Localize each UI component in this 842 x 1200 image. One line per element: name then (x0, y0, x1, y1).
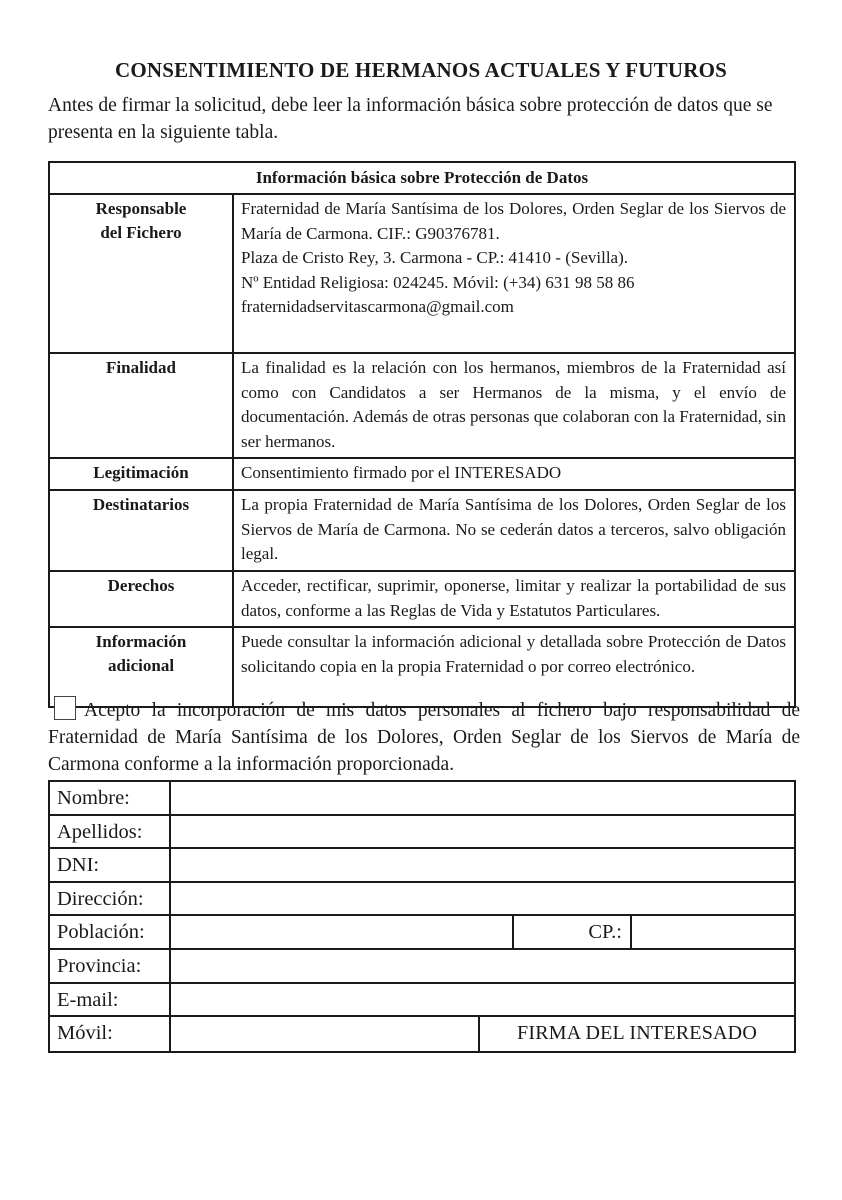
row-label-line: Responsable (95, 199, 187, 218)
row-label (50, 459, 234, 489)
form-row-direccion (50, 883, 794, 917)
row-label-line: del Fichero (100, 223, 182, 242)
row-label (50, 354, 234, 457)
data-protection-table-header: Información básica sobre Protección de Datos (50, 163, 794, 195)
poblacion-label: Población: (50, 916, 171, 948)
provincia-label: Provincia: (50, 950, 171, 982)
consent-statement (48, 696, 800, 778)
nombre-label: Nombre: (50, 782, 171, 814)
row-content: La propia Fraternidad de María Santísima de los Dolores, Orden Seglar de los Siervos de María de Carmona. No se cederán datos a terceros, salvo obligación legal. (241, 495, 786, 563)
form-row-nombre (50, 782, 794, 816)
row-label (50, 491, 234, 570)
form-row-email (50, 984, 794, 1018)
table-row-destinatarios (50, 491, 794, 572)
personal-data-form (48, 780, 796, 1053)
apellidos-field[interactable] (171, 816, 794, 848)
row-content-paragraph: fraternidadservitascarmona@gmail.com (241, 297, 514, 316)
consent-checkbox[interactable] (54, 696, 76, 720)
nombre-field[interactable] (171, 782, 794, 814)
dni-field[interactable] (171, 849, 794, 881)
row-content-paragraph: Nº Entidad Religiosa: 024245. Móvil: (+34) 631 98 58 86 (241, 272, 635, 292)
form-row-provincia (50, 950, 794, 984)
row-content (234, 195, 794, 352)
row-label-line: Finalidad (106, 358, 176, 377)
row-content: Puede consultar la información adicional y detallada sobre Protección de Datos solicitando copia en la propia Fraternidad o por correo electrónico. (241, 632, 786, 676)
movil-field[interactable] (171, 1017, 478, 1051)
table-row-informacion-adicional (50, 628, 794, 706)
email-label: E-mail: (50, 984, 171, 1016)
form-row-poblacion (50, 916, 794, 950)
consent-text: Acepto la incorporación de mis datos personales al fichero bajo responsabilidad de Fraternidad de María Santísima de los Dolores, Orden Seglar de los Siervos de María de Carmona conforme a la información proporcionada. (48, 700, 800, 775)
dni-label: DNI: (50, 849, 171, 881)
direccion-label: Dirección: (50, 883, 171, 915)
table-row-finalidad (50, 354, 794, 459)
row-content: Acceder, rectificar, suprimir, oponerse, limitar y realizar la portabilidad de sus datos, conforme a las Reglas de Vida y Estatutos Particulares. (241, 576, 786, 620)
data-protection-table (48, 161, 796, 708)
movil-label: Móvil: (50, 1017, 171, 1051)
direccion-field[interactable] (171, 883, 794, 915)
email-field[interactable] (171, 984, 794, 1016)
row-content: La finalidad es la relación con los hermanos, miembros de la Fraternidad así como con Candidatos a ser Hermanos de la misma, y el envío de documentación. Además de otras personas que colaboran con la Fraternidad, sin ser hermanos. (241, 358, 786, 451)
table-row-responsable (50, 195, 794, 354)
signature-field[interactable]: FIRMA DEL INTERESADO (478, 1017, 794, 1051)
page-title: CONSENTIMIENTO DE HERMANOS ACTUALES Y FUTUROS (114, 58, 728, 82)
row-label-line: Derechos (107, 576, 175, 595)
row-content-paragraph: Fraternidad de María Santísima de los Dolores, Orden Seglar de los Siervos de María de Carmona. CIF.: G90376781. (241, 199, 786, 243)
form-row-movil (50, 1017, 794, 1051)
cp-field[interactable] (632, 916, 794, 948)
apellidos-label: Apellidos: (50, 816, 171, 848)
row-label-line: Información (95, 632, 187, 651)
form-row-apellidos (50, 816, 794, 850)
form-row-dni (50, 849, 794, 883)
cp-label: CP.: (512, 916, 632, 948)
row-label (50, 628, 234, 706)
row-content: Consentimiento firmado por el INTERESADO (241, 463, 562, 482)
table-row-legitimacion (50, 459, 794, 491)
poblacion-field[interactable] (171, 916, 512, 948)
intro-text: Antes de firmar la solicitud, debe leer la información básica sobre protección de datos que se presenta en la siguiente tabla. (48, 95, 773, 143)
row-label-line: Destinatarios (92, 495, 190, 514)
table-row-derechos (50, 572, 794, 628)
provincia-field[interactable] (171, 950, 794, 982)
row-label-line: adicional (107, 656, 175, 675)
cp-block (512, 916, 794, 948)
row-label (50, 195, 234, 352)
row-label-line: Legitimación (93, 463, 189, 482)
row-content-paragraph: Plaza de Cristo Rey, 3. Carmona - CP.: 41410 - (Sevilla). (241, 248, 629, 267)
row-label (50, 572, 234, 626)
